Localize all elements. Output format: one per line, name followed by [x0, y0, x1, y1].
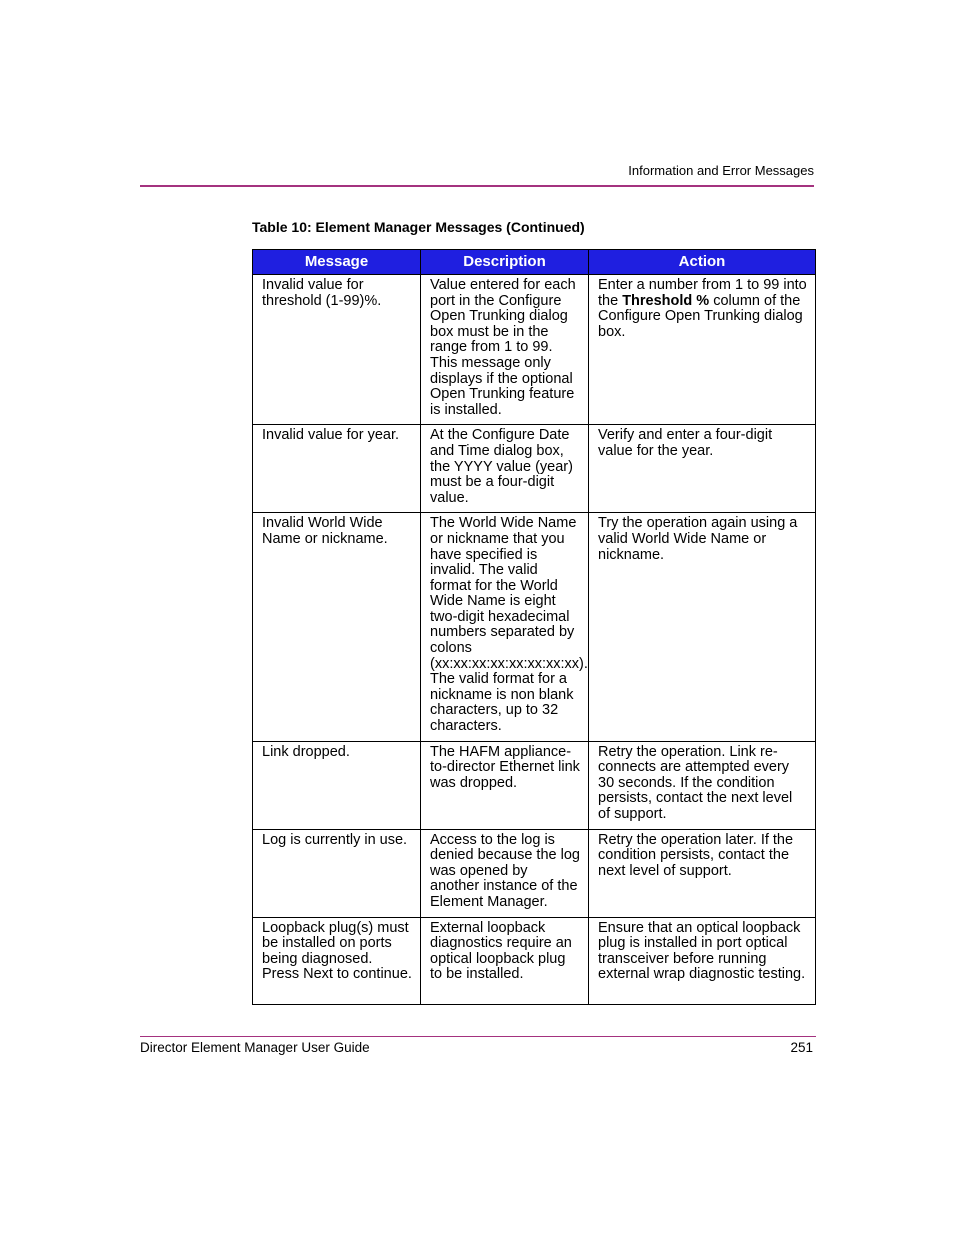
footer-rule	[140, 1036, 816, 1037]
action-cell: Retry the operation. Link re-connects are attempted every 30 seconds. If the condition persists, contact the next level of support.	[589, 741, 816, 829]
footer-guide-title: Director Element Manager User Guide	[140, 1040, 370, 1055]
description-cell: At the Configure Date and Time dialog box, the YYYY value (year) must be a four-digit value.	[421, 425, 589, 513]
column-header-message: Message	[253, 250, 421, 275]
column-header-description: Description	[421, 250, 589, 275]
message-cell: Invalid World Wide Name or nickname.	[253, 513, 421, 741]
table-caption: Table 10: Element Manager Messages (Continued)	[252, 219, 585, 235]
messages-table	[252, 249, 816, 1005]
action-text: column of the Configure Open Trunking dialog box.	[598, 292, 803, 340]
action-cell: Verify and enter a four-digit value for the year.	[589, 425, 816, 513]
action-cell: Ensure that an optical loopback plug is installed in port optical transceiver before running external wrap diagnostic testing.	[589, 917, 816, 1004]
table-row	[253, 425, 816, 513]
action-cell: Retry the operation later. If the condition persists, contact the next level of support.	[589, 829, 816, 917]
message-cell: Invalid value for year.	[253, 425, 421, 513]
description-cell: Access to the log is denied because the log was opened by another instance of the Element Manager.	[421, 829, 589, 917]
table-row	[253, 917, 816, 1004]
message-cell: Link dropped.	[253, 741, 421, 829]
description-cell: External loopback diagnostics require an optical loopback plug to be installed.	[421, 917, 589, 1004]
table-row	[253, 275, 816, 425]
description-cell: The World Wide Name or nickname that you have specified is invalid. The valid format for the World Wide Name is eight two-digit hexadecimal numbers separated by colons (xx:xx:xx:xx:xx:xx:xx:xx). The valid format for a nickname is non blank characters, up to 32 characters.	[421, 513, 589, 741]
message-cell: Log is currently in use.	[253, 829, 421, 917]
description-cell: The HAFM appliance-to-director Ethernet link was dropped.	[421, 741, 589, 829]
message-cell: Loopback plug(s) must be installed on ports being diagnosed. Press Next to continue.	[253, 917, 421, 1004]
page-number: 251	[790, 1040, 813, 1055]
action-text: Enter a number from 1 to 99 into the	[598, 277, 807, 309]
running-header: Information and Error Messages	[628, 163, 814, 178]
message-cell: Invalid value for threshold (1-99)%.	[253, 275, 421, 425]
header-rule	[140, 185, 814, 187]
column-header-action: Action	[589, 250, 816, 275]
table-row	[253, 829, 816, 917]
description-cell: Value entered for each port in the Configure Open Trunking dialog box must be in the range from 1 to 99. This message only displays if the optional Open Trunking feature is installed.	[421, 275, 589, 425]
action-cell	[589, 275, 816, 425]
table-row	[253, 741, 816, 829]
table-header-row	[253, 250, 816, 275]
field-name-threshold: Threshold %	[622, 292, 710, 309]
action-cell: Try the operation again using a valid World Wide Name or nickname.	[589, 513, 816, 741]
table-row	[253, 513, 816, 741]
